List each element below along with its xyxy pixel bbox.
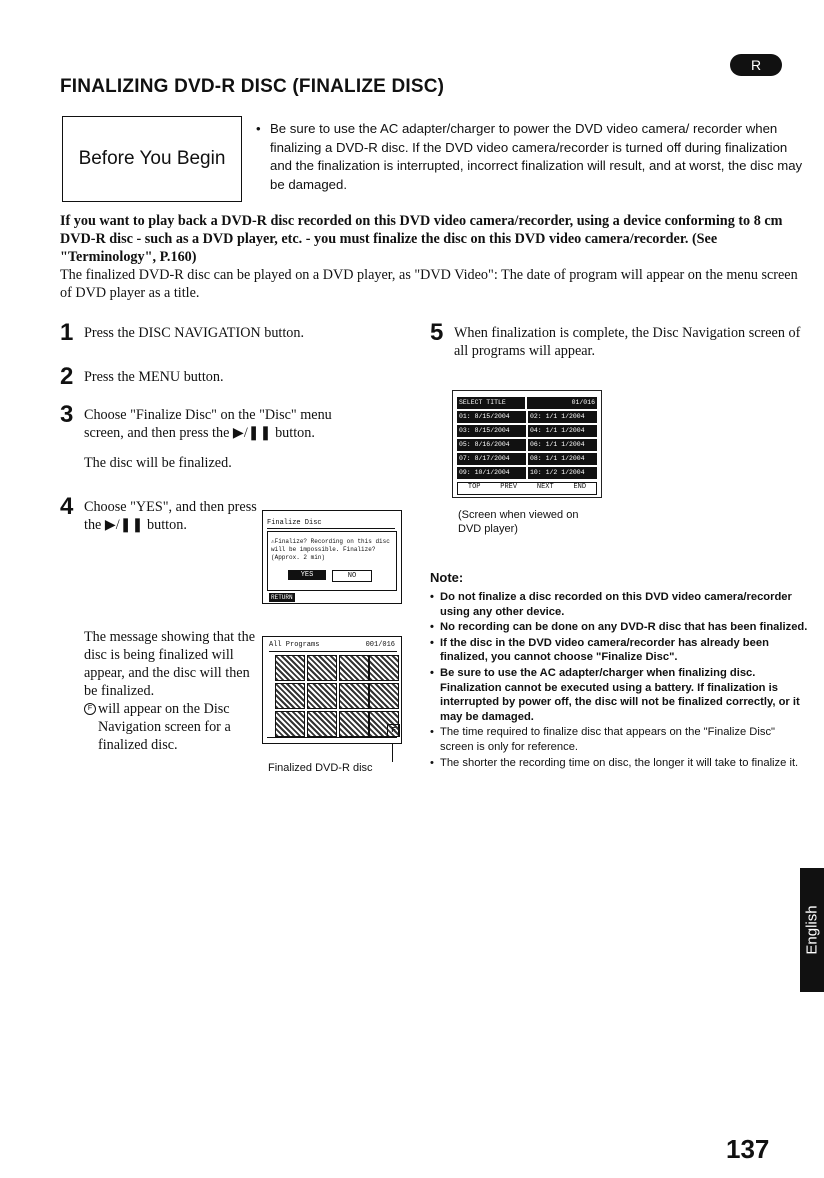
player-screen-caption: (Screen when viewed on DVD player) bbox=[458, 509, 579, 535]
step-number: 4 bbox=[60, 493, 74, 520]
thumbnail bbox=[307, 683, 337, 709]
step-subtext-2: F will appear on the Disc Navigation screen for a finalized disc. bbox=[84, 700, 260, 754]
player-footer-prev: PREV bbox=[500, 483, 518, 491]
page-number: 137 bbox=[726, 1134, 770, 1164]
disc-type-badge: R bbox=[730, 54, 782, 76]
step-2 bbox=[60, 363, 420, 390]
player-footer-end: END bbox=[573, 483, 587, 491]
before-you-begin-text: Be sure to use the AC adapter/charger to power the DVD video camera/ recorder when finalizing a DVD-R disc. If the DVD video camera/recorder is turned off during finalization and the finalization is interrupted, incorrect finalization will result, and at worst, the disc may be damaged. bbox=[270, 121, 803, 192]
step-text: Press the MENU button. bbox=[84, 369, 224, 385]
language-label: English bbox=[803, 905, 821, 955]
step-number: 3 bbox=[60, 401, 74, 428]
thumbnail bbox=[339, 683, 369, 709]
step-subtext: The message showing that the disc is being finalized will appear, and the disc will then be finalized. bbox=[84, 629, 255, 699]
player-row: 01: 8/15/2004 02: 1/1 1/2004 bbox=[457, 411, 597, 423]
intro-paragraph: The finalized DVD-R disc can be played on a DVD player, as "DVD Video": The date of program will appear on the menu screen of DVD player as a title. bbox=[60, 267, 798, 301]
thumbnail bbox=[275, 683, 305, 709]
step-text: Choose "Finalize Disc" on the "Disc" menu screen, and then press the ▶/❚❚ button. bbox=[84, 407, 332, 441]
thumbnail bbox=[275, 711, 305, 737]
no-option[interactable]: NO bbox=[332, 570, 372, 582]
finalize-disc-screen bbox=[262, 510, 402, 604]
step-3 bbox=[60, 401, 370, 472]
page-title: FINALIZING DVD-R DISC (FINALIZE DISC) bbox=[60, 76, 445, 97]
step-text: Press the DISC NAVIGATION button. bbox=[84, 325, 305, 341]
notes-title: Note: bbox=[430, 570, 464, 585]
notes-list bbox=[430, 590, 810, 771]
return-label: RETURN bbox=[271, 594, 293, 601]
screen-message: ⚠Finalize? Recording on this disc will be impossible. Finalize? (Approx. 2 min) bbox=[271, 538, 390, 561]
player-row: 09: 10/1/2004 10: 1/2 1/2004 bbox=[457, 467, 597, 479]
step-5 bbox=[430, 319, 810, 360]
step-text: Choose "YES", and then press the ▶/❚❚ button. bbox=[84, 499, 257, 533]
thumbnail bbox=[369, 683, 399, 709]
thumbnail bbox=[339, 711, 369, 737]
step-4-subtext bbox=[84, 628, 260, 754]
step-1 bbox=[60, 319, 420, 346]
note-item: • If the disc in the DVD video camera/recorder has already been finalized, you cannot choose "Finalize Disc". bbox=[430, 636, 810, 665]
screen-title: Finalize Disc bbox=[267, 519, 395, 529]
player-footer-top: TOP bbox=[467, 483, 481, 491]
player-footer bbox=[457, 482, 597, 495]
thumbnail bbox=[307, 711, 337, 737]
step-number: 5 bbox=[430, 319, 444, 346]
callout-line bbox=[392, 744, 393, 762]
language-tab bbox=[800, 868, 824, 992]
player-footer-next: NEXT bbox=[536, 483, 554, 491]
note-item: • Do not finalize a disc recorded on this DVD video camera/recorder using any other device. bbox=[430, 590, 810, 619]
player-row: 05: 8/16/2004 06: 1/1 1/2004 bbox=[457, 439, 597, 451]
nav-screen-caption: Finalized DVD-R disc bbox=[268, 762, 373, 774]
nav-header: All Programs 001/016 bbox=[269, 641, 397, 652]
disc-navigation-screen bbox=[262, 636, 402, 744]
screen-dialog bbox=[267, 531, 397, 591]
finalized-icon: F bbox=[387, 724, 400, 737]
step-subtext: The disc will be finalized. bbox=[84, 455, 232, 471]
thumbnail bbox=[307, 655, 337, 681]
intro-bold-paragraph: If you want to play back a DVD-R disc recorded on this DVD video camera/recorder, using a device conforming to 8 cm DVD-R disc - such as a DVD player, etc. - you must finalize the disc on this DVD video camera/recorder. (See "Terminology", P.160) bbox=[60, 213, 783, 265]
player-row: 03: 8/15/2004 04: 1/1 1/2004 bbox=[457, 425, 597, 437]
player-header: SELECT TITLE 01/016 bbox=[457, 397, 597, 409]
thumbnail bbox=[369, 655, 399, 681]
nav-footer bbox=[267, 737, 397, 738]
step-text: When finalization is complete, the Disc Navigation screen of all programs will appear. bbox=[454, 325, 801, 359]
yes-option[interactable]: YES bbox=[288, 570, 326, 580]
note-item: • The shorter the recording time on disc, the longer it will take to finalize it. bbox=[430, 756, 810, 771]
dvd-player-screen bbox=[452, 390, 602, 498]
before-you-begin-box bbox=[62, 116, 242, 202]
note-item: • No recording can be done on any DVD-R disc that has been finalized. bbox=[430, 620, 810, 635]
finalized-icon: F bbox=[84, 703, 96, 715]
note-item: • The time required to finalize disc that appears on the "Finalize Disc" screen is only for reference. bbox=[430, 725, 810, 754]
step-number: 2 bbox=[60, 363, 74, 390]
warning-icon: ⚠ bbox=[271, 538, 275, 545]
thumbnail bbox=[339, 655, 369, 681]
player-row: 07: 8/17/2004 08: 1/1 1/2004 bbox=[457, 453, 597, 465]
thumbnail bbox=[275, 655, 305, 681]
before-you-begin-label: Before You Begin bbox=[78, 148, 226, 169]
step-number: 1 bbox=[60, 319, 74, 346]
note-item: • Be sure to use the AC adapter/charger when finalizing disc. Finalization cannot be executed using a battery. If finalization is interrupted by power off, the disc will not be finalized correctly, or it may be damaged. bbox=[430, 666, 810, 724]
step-4 bbox=[60, 493, 260, 534]
before-you-begin-note bbox=[256, 120, 804, 194]
bullet-icon: • bbox=[256, 121, 261, 136]
